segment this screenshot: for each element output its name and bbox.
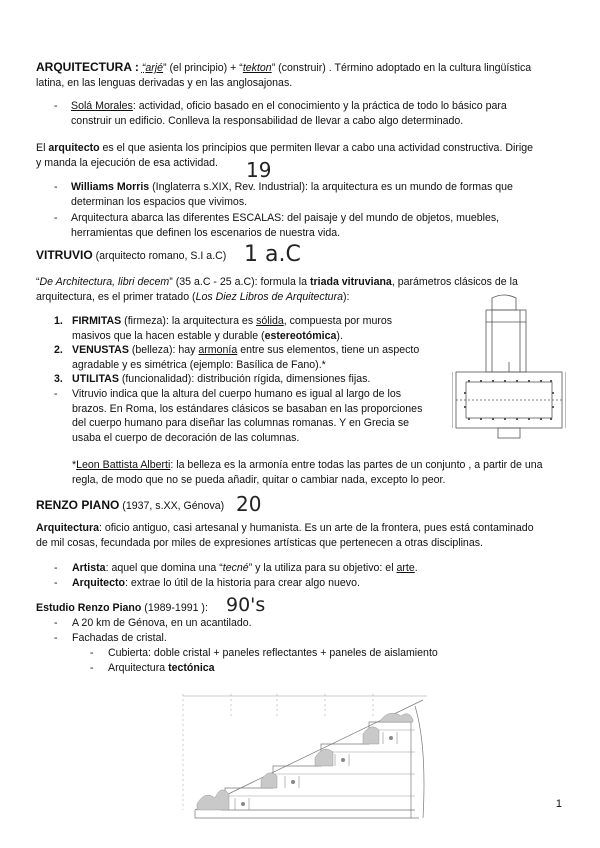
list-item: - Fachadas de cristal. [54,632,167,644]
handwritten-note: 20 [236,492,262,516]
alberti-note: *Leon Battista Alberti: la belleza es la armonía entre todas las partes de un conjunto , a partir de una regla, de modo que no se pueda añadir, quitar o cambiar nada, excepto lo peor. [72,459,543,486]
section-title-vitruvio: VITRUVIO (arquitecto romano, S.I a.C) [36,248,227,262]
list-item: 1. FIRMITAS (firmeza): la arquitectura es sólida, compuesta por muros masivos que la hacen estable y durable (estereotómica). [54,315,393,342]
list-item: 2. VENUSTAS (belleza): hay armonía entre sus elementos, tiene un aspecto agradable y es simétrica (ejemplo: Basílica de Fano).* [54,344,420,371]
studio-section-drawing [165,686,435,830]
section-title-renzo-piano: RENZO PIANO (1937, s.XX, Génova) [36,498,225,512]
handwritten-note: 90's [226,594,266,616]
list-item: - Artista: aquel que domina una “tecné” y la utiliza para su objetivo: el arte. [54,562,418,574]
vitruvio-intro: “De Architectura, libri decem” (35 a.C - 25 a.C): formula la triada vitruviana, parámetros clásicos de la arquitectura, es el primer tratado (Los Diez Libros de Arquitectura): [36,276,518,303]
handwritten-note: 19 [246,158,272,182]
piano-paragraph: Arquitectura: oficio antiguo, casi artesanal y humanista. Es un arte de la frontera, pues está contaminado de mil cosas, fecundada por miles de expresiones artísticas que pertenecen a otras disciplinas. [36,522,534,549]
list-item: - A 20 km de Génova, en un acantilado. [54,617,252,629]
list-item: 3. UTILITAS (funcionalidad): distribución rígida, dimensiones fijas. [54,373,371,385]
page-number: 1 [555,798,562,810]
list-item: - Vitruvio indica que la altura del cuerpo humano es igual al largo de los brazos. En Roma, los estándares clásicos se basaban en las proporciones del cuerpo humano para diseñar las columnas romanas. Y en Grecia se usaba el cuerpo de decoración de las columnas. [54,388,423,444]
basilica-plan-figure [452,292,566,444]
arquitecto-paragraph: El arquitecto es el que asienta los principios que permiten llevar a cabo una actividad constructiva. Dirige y manda la ejecución de esa actividad. [36,142,533,169]
handwritten-note: 1 a.C [244,242,301,267]
arquitectura-paragraph: ARQUITECTURA : “arjé” (el principio) + “tekton” (construir) . Término adoptado en la cultura lingüística latina, en las lenguas derivadas y en las anglosajonas. [36,60,532,89]
section-title-estudio: Estudio Renzo Piano (1989-1991 ): [36,602,208,614]
list-item: - Arquitectura tectónica [90,662,215,674]
list-item: - Arquitectura abarca las diferentes ESCALAS: del paisaje y del mundo de objetos, muebles, herramientas que definen los escenarios de nuestra vida. [54,212,500,239]
list-item: - Williams Morris (Inglaterra s.XIX, Rev. Industrial): la arquitectura es un mundo de formas que determinan los espacios que vivimos. [54,181,513,208]
list-item: - Solá Morales: actividad, oficio basado en el conocimiento y la práctica de todo lo básico para construir un edificio. Conlleva la responsabilidad de llevar a cabo algo determinado. [54,100,507,127]
list-item: - Arquitecto: extrae lo útil de la historia para crear algo nuevo. [54,577,360,589]
studio-section-figure [165,686,435,830]
section-title-arquitectura: ARQUITECTURA : [36,60,139,74]
basilica-plan-drawing [452,292,566,444]
list-item: - Cubierta: doble cristal + paneles reflectantes + paneles de aislamiento [90,647,438,659]
